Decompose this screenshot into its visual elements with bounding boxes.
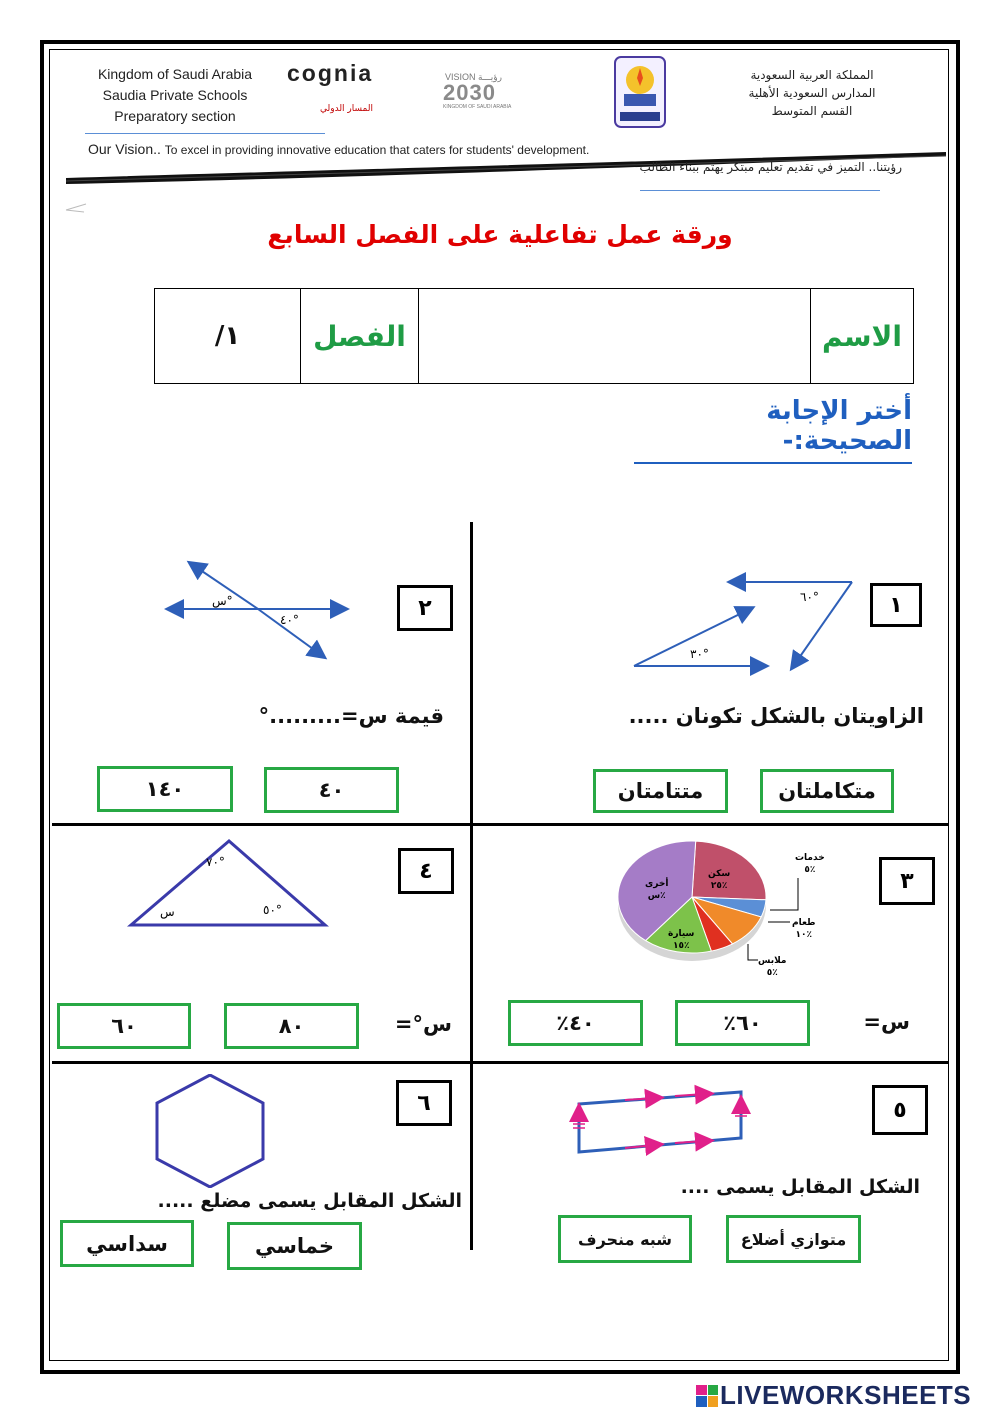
q6-number-box: ٦ <box>396 1080 452 1126</box>
q3-label-food-name: طعام <box>792 918 816 928</box>
vision-ar-underline <box>640 190 880 191</box>
q3-question-text: س= <box>863 1010 910 1034</box>
q3-label-services-name: خدمات <box>795 853 825 863</box>
grid-vertical-divider <box>470 522 473 1250</box>
class-value: /١ <box>214 321 241 351</box>
q2-option-1[interactable]: ٤٠ <box>264 767 399 813</box>
class-value-cell[interactable] <box>155 289 300 383</box>
q2-option-2[interactable]: ١٤٠ <box>97 766 233 812</box>
q3-label-clothes-name: ملابس <box>758 956 787 966</box>
q3-label-car-name: سيارة <box>668 929 695 939</box>
q3-label-housing-name: سكن <box>708 869 731 879</box>
cognia-logo: cognia <box>287 60 374 86</box>
name-label-cell <box>810 289 913 383</box>
q1-angle-a-label: ٦٠° <box>800 590 819 604</box>
q2-angle-known-label: ٤٠° <box>280 613 299 627</box>
q5-option-2[interactable]: شبه منحرف <box>558 1215 692 1263</box>
q1-angles-figure <box>620 570 870 680</box>
q4-triangle-figure <box>125 835 335 935</box>
instruction-heading: أختر الإجابة الصحيحة:- <box>634 396 912 464</box>
watermark-text: LIVEWORKSHEETS <box>720 1380 972 1410</box>
q4-angle-top-label: ٧٠° <box>206 855 225 869</box>
q5-question-text: الشكل المقابل يسمى .... <box>680 1176 920 1198</box>
q4-question-text: س°= <box>394 1012 452 1036</box>
q3-label-other-value: س٪ <box>647 891 666 901</box>
vision-logo-top: VISION رؤيـــة <box>445 72 502 82</box>
header-ar-line3: القسم المتوسط <box>771 104 853 118</box>
cognia-subtitle: المسار الدولي <box>320 104 373 114</box>
name-input-cell[interactable] <box>418 289 810 383</box>
grid-horizontal-divider-1 <box>52 823 948 826</box>
name-label: الاسم <box>822 319 902 353</box>
q3-option-2[interactable]: ٤٠٪ <box>508 1000 643 1046</box>
name-class-table <box>154 288 914 384</box>
vision-logo-year: 2030 <box>443 80 496 105</box>
small-arrow-mark-icon <box>64 200 90 216</box>
q6-hexagon-figure <box>150 1074 270 1188</box>
q1-question-text: الزاويتان بالشكل تكونان ..... <box>628 704 924 728</box>
q1-option-1[interactable]: متكاملتان <box>760 769 894 813</box>
q3-label-car <box>668 928 694 952</box>
liveworksheets-logo-icon <box>696 1385 718 1407</box>
q5-parallelogram-figure <box>565 1082 765 1162</box>
worksheet-title: ورقة عمل تفاعلية على الفصل السابع <box>267 220 733 249</box>
q3-label-clothes-value: ٥٪ <box>766 968 778 978</box>
q2-angle-x-label: س° <box>212 594 233 608</box>
vision-text-en: To excel in providing innovative education that caters for students' development. <box>164 143 590 157</box>
header-en-line1: Kingdom of Saudi Arabia <box>97 66 253 82</box>
q6-option-2[interactable]: سداسي <box>60 1220 194 1267</box>
q4-angle-right-label: ٥٠° <box>263 903 282 917</box>
q2-intersecting-lines-figure <box>160 555 360 665</box>
header-english <box>70 64 280 127</box>
q1-angle-b-label: ٣٠° <box>690 647 709 661</box>
q3-label-other-name: أخرى <box>645 879 669 889</box>
q2-number-box: ٢ <box>397 585 453 631</box>
q3-number-box: ٣ <box>879 857 935 905</box>
q4-angle-left-label: س <box>160 905 175 919</box>
grid-horizontal-divider-2 <box>52 1061 948 1064</box>
class-label: الفصل <box>313 319 406 353</box>
q3-leader-lines <box>740 860 820 970</box>
class-label-cell <box>300 289 418 383</box>
vision-prefix: Our Vision.. <box>88 141 161 157</box>
q3-label-car-value: ١٥٪ <box>672 941 690 951</box>
q1-number-box: ١ <box>870 583 922 627</box>
header-en-line3: Preparatory section <box>114 108 236 124</box>
q3-label-housing-value: ٢٥٪ <box>710 881 728 891</box>
q3-label-services-value: ٥٪ <box>804 865 816 875</box>
q5-option-1[interactable]: متوازي أضلاع <box>726 1215 861 1263</box>
q4-option-2[interactable]: ٦٠ <box>57 1003 191 1049</box>
header-ar-line2: المدارس السعودية الأهلية <box>748 86 876 100</box>
q6-question-text: الشكل المقابل يسمى مضلع ..... <box>157 1190 462 1212</box>
q3-label-food-value: ١٠٪ <box>795 930 813 940</box>
q5-number-box: ٥ <box>872 1085 928 1135</box>
q1-option-2[interactable]: متتامتان <box>593 769 728 813</box>
vision-statement-arabic: رؤيتنا.. التميز في تقديم تعليم مبتكر يهتم ببناء الطالب <box>639 160 902 174</box>
header-arabic <box>712 66 912 120</box>
header-en-underline <box>85 133 325 134</box>
vision-logo-bottom: KINGDOM OF SAUDI ARABIA <box>443 104 512 110</box>
q6-option-1[interactable]: خماسي <box>227 1222 362 1270</box>
vision-2030-logo <box>443 72 525 112</box>
q4-number-box: ٤ <box>398 848 454 894</box>
school-crest-logo <box>614 56 666 128</box>
header-ar-line1: المملكة العربية السعودية <box>750 68 874 82</box>
q2-question-text: قيمة س=.........° <box>258 704 444 728</box>
q3-label-housing <box>708 868 730 892</box>
liveworksheets-watermark <box>696 1380 971 1411</box>
q3-option-1[interactable]: ٦٠٪ <box>675 1000 810 1046</box>
q3-label-other <box>645 878 668 902</box>
q4-option-1[interactable]: ٨٠ <box>224 1003 359 1049</box>
header-en-line2: Saudia Private Schools <box>102 87 248 103</box>
